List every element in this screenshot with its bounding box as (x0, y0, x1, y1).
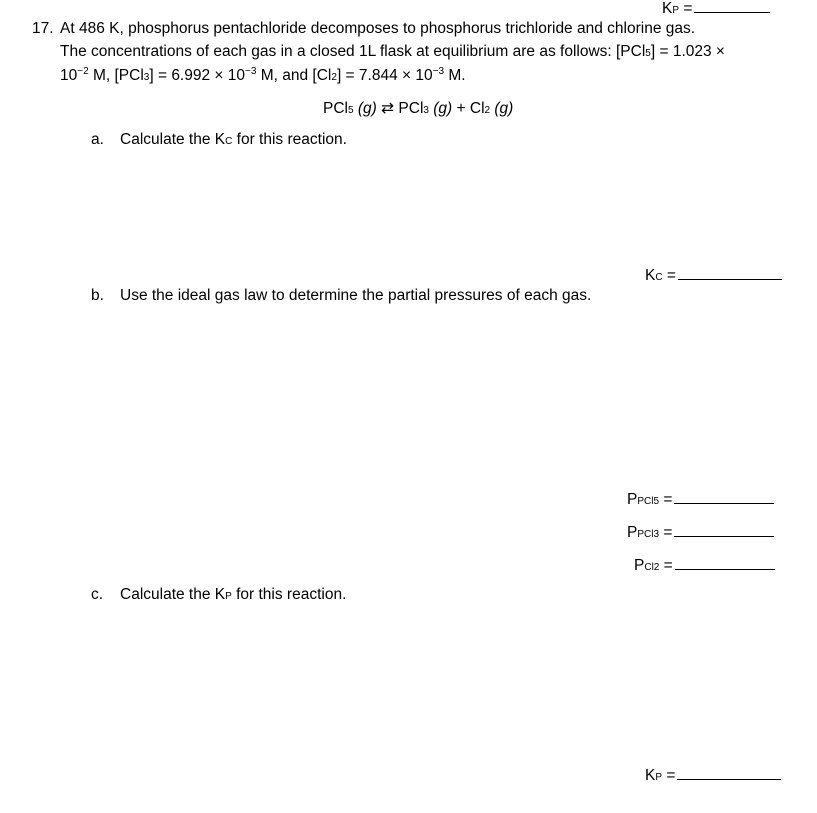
part-b-letter: b. (91, 287, 104, 304)
part-c-text: Calculate the KP for this reaction. (120, 586, 347, 603)
ppcl5-blank[interactable] (674, 503, 774, 504)
question-number: 17. (32, 20, 54, 37)
part-b-text: Use the ideal gas law to determine the partial pressures of each gas. (120, 287, 592, 304)
kp-answer: KP = (645, 767, 781, 785)
reaction-equation: PCl5 (g) ⇄ PCl3 (g) + Cl2 (g) (323, 100, 514, 117)
question-line-1: At 486 K, phosphorus pentachloride decomposes to phosphorus trichloride and chlorine gas. (60, 20, 696, 37)
pcl2-answer: PCl2 = (634, 557, 775, 575)
ppcl5-answer: PPCl5 = (627, 491, 774, 509)
equilibrium-arrow-icon: ⇄ (381, 100, 395, 117)
top-kp-blank[interactable] (694, 12, 770, 13)
kc-blank[interactable] (678, 279, 782, 280)
kc-answer: KC = (645, 267, 782, 285)
top-kp-answer (662, 0, 770, 18)
question-line-2: The concentrations of each gas in a closed 1L flask at equilibrium are as follows: [PCl5] = 1.023 × (60, 43, 725, 60)
pcl2-blank[interactable] (675, 569, 775, 570)
top-kp-eq: = (683, 0, 693, 17)
part-a-letter: a. (91, 131, 104, 148)
top-kp-sub: P (672, 5, 680, 16)
question-line-3: $10^{-2}$ M, $[PCl3] = 6.992 \times 10^{-3}$ M, and $[Cl2] = 7.844 \times 10^{-3}$ M. (60, 66, 466, 85)
ppcl3-blank[interactable] (674, 536, 774, 537)
part-a-text: Calculate the KC for this reaction. (120, 131, 347, 148)
top-kp-label: K (662, 0, 673, 17)
part-c-letter: c. (91, 586, 104, 603)
ppcl3-answer: PPCl3 = (627, 524, 774, 542)
kp-blank[interactable] (677, 779, 781, 780)
